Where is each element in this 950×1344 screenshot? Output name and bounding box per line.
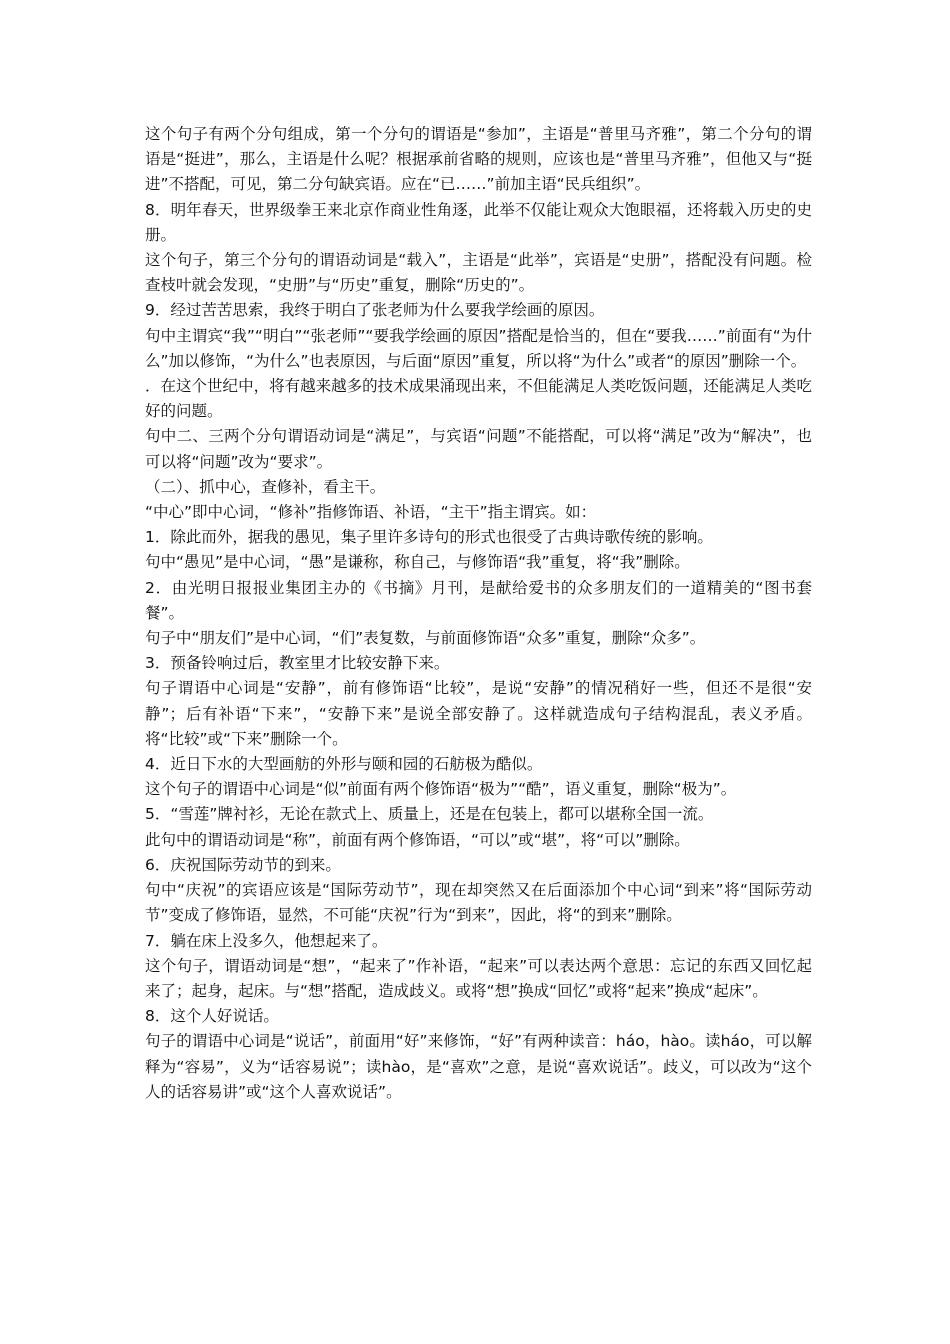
paragraph-explanation: 句子中“朋友们”是中心词，“们”表复数，与前面修饰语“众多”重复，删除“众多”。 — [145, 629, 706, 648]
paragraph-example-8: 8．明年春天，世界级拳王来北京作商业性角逐，此举不仅能让观众大饱眼福，还将载入历史的史册。 — [145, 200, 812, 244]
paragraph-explanation: 句中二、三两个分句谓语动词是“满足”，与宾语“问题”不能搭配，可以将“满足”改为“解决”，也可以将“问题”改为“要求”。 — [145, 427, 812, 471]
section-intro: “中心”即中心词，“修补”指修饰语、补语，“主干”指主谓宾。如： — [145, 503, 597, 522]
paragraph-example-5: 5．“雪莲”牌衬衫，无论在款式上、质量上，还是在包装上，都可以堪称全国一流。 — [145, 805, 714, 824]
paragraph-explanation: 句中“庆祝”的宾语应该是“国际劳动节”，现在却突然又在后面添加个中心词“到来”将“国际劳动节”变成了修饰语，显然，不可能“庆祝”行为“到来”，因此，将“的到来”删除。 — [145, 881, 812, 925]
paragraph-explanation: 这个句子，第三个分句的谓语动词是“载入”，主语是“此举”，宾语是“史册”，搭配没有问题。检查枝叶就会发现，“史册”与“历史”重复，删除“历史的”。 — [145, 251, 812, 295]
paragraph-explanation: 这个句子，谓语动词是“想”，“起来了”作补语，“起来”可以表达两个意思：忘记的东西又回忆起来了；起身，起床。与“想”搭配，造成歧义。或将“想”换成“回忆”或将“起来”换成“起床”。 — [145, 956, 812, 1000]
paragraph-example-6: 6．庆祝国际劳动节的到来。 — [145, 855, 341, 874]
paragraph-explanation: 句子的谓语中心词是“说话”，前面用“好”来修饰，“好”有两种读音：háo，hào。读háo，可以解释为“容易”，义为“话容易说”；读hào，是“喜欢”之意，是说“喜欢说话”。歧义，可以改为“这个人的话容易讲”或“这个人喜欢说话”。 — [145, 1032, 813, 1101]
paragraph-example-1: 1．除此而外，据我的愚见，集子里许多诗句的形式也很受了古典诗歌传统的影响。 — [145, 528, 713, 547]
paragraph-explanation: 此句中的谓语动词是“称”，前面有两个修饰语，“可以”或“堪”，将“可以”删除。 — [145, 830, 690, 849]
paragraph-sentence-analysis: 这个句子有两个分句组成，第一个分句的谓语是“参加”，主语是“普里马齐雅”，第二个分句的谓语是“挺进”，那么，主语是什么呢？根据承前省略的规则，应该也是“普里马齐雅”，但他又与“挺进”不搭配，可见，第二分句缺宾语。应在“已……”前加主语“民兵组织”。 — [145, 125, 812, 194]
section-heading: （二）、抓中心，查修补，看主干。 — [145, 477, 386, 496]
paragraph-explanation: 句子谓语中心词是“安静”，前有修饰语“比较”，是说“安静”的情况稍好一些，但还不是很“安静”；后有补语“下来”，“安静下来”是说全部安静了。这样就造成句子结构混乱，表义矛盾。将“比较”或“下来”删除一个。 — [145, 679, 812, 748]
paragraph-example: ．在这个世纪中，将有越来越多的技术成果涌现出来，不但能满足人类吃饭问题，还能满足人类吃好的问题。 — [145, 377, 812, 421]
paragraph-explanation: 句中主谓宾“我”“明白”“张老师”“要我学绘画的原因”搭配是恰当的，但在“要我……”前面有“为什么”加以修饰，“为什么”也表原因，与后面“原因”重复，所以将“为什么”或者“的原因”删除一个。 — [145, 326, 812, 370]
paragraph-explanation: 这个句子的谓语中心词是“似”前面有两个修饰语“极为”“酷”，语义重复，删除“极为”。 — [145, 780, 737, 799]
paragraph-example-3: 3．预备铃响过后，教室里才比较安静下来。 — [145, 654, 450, 673]
paragraph-example-7: 7．躺在床上没多久，他想起来了。 — [145, 931, 388, 950]
paragraph-example-9: 9．经过苦苦思索，我终于明白了张老师为什么要我学绘画的原因。 — [145, 301, 605, 320]
paragraph-example-4: 4．近日下水的大型画舫的外形与颐和园的石舫极为酷似。 — [145, 755, 543, 774]
paragraph-example-8b: 8．这个人好说话。 — [145, 1007, 279, 1026]
paragraph-explanation: 句中“愚见”是中心词，“愚”是谦称，称自己，与修饰语“我”重复，将“我”删除。 — [145, 553, 690, 572]
document-body — [145, 122, 812, 1105]
paragraph-example-2: 2．由光明日报报业集团主办的《书摘》月刊，是献给爱书的众多朋友们的一道精美的“图书套餐”。 — [145, 578, 812, 622]
